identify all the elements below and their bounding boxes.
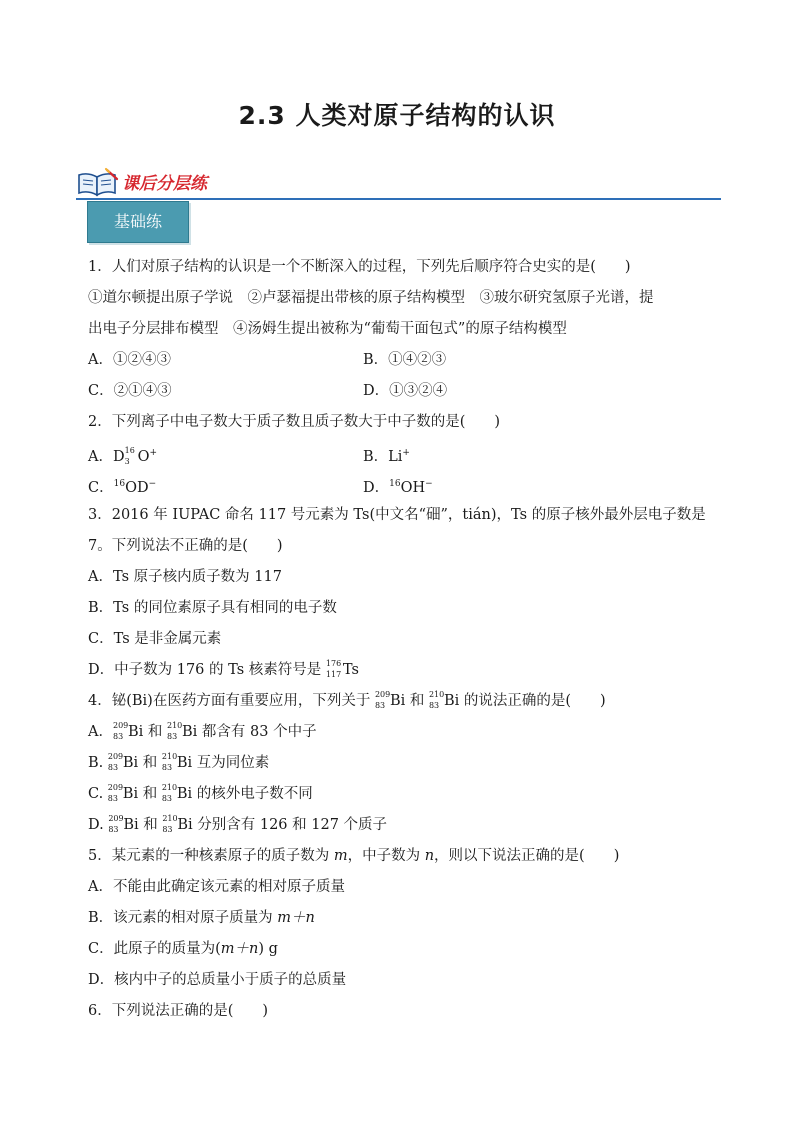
- section-divider: [76, 198, 721, 200]
- book-icon: [76, 167, 120, 199]
- bi209-notation: 209 83: [108, 814, 124, 834]
- q1-statement-line: ①道尔顿提出原子学说 ②卢瑟福提出带核的原子结构模型 ③玻尔研究氢原子光谱，提: [88, 290, 654, 306]
- ts-nuclide-notation: 176 117: [325, 659, 342, 679]
- q1-stem: 1．人们对原子结构的认识是一个不断深入的过程，下列先后顺序符合史实的是( ): [88, 259, 631, 275]
- q3-option-a: A．Ts 原子核内质子数为 117: [88, 569, 282, 585]
- q3-option-b: B．Ts 的同位素原子具有相同的电子数: [88, 600, 337, 616]
- q5-option-b: B．该元素的相对原子质量为 m＋n: [88, 910, 315, 926]
- q4-option-d: D. 209 83 Bi 和 210 83 Bi 分别含有 126 和 127 个质子: [88, 814, 388, 834]
- bi210-notation: 210 83: [162, 814, 178, 834]
- q5-option-a: A．不能由此确定该元素的相对原子质量: [88, 879, 345, 895]
- section-label: 课后分层练: [122, 174, 207, 194]
- q1-statement-line: 出电子分层排布模型 ④汤姆生提出被称为“葡萄干面包式”的原子结构模型: [88, 321, 567, 337]
- q1-option-b: B．①④②③: [363, 352, 447, 368]
- bi210-notation: 210 83: [161, 783, 178, 803]
- q3-stem-cont: 7。下列说法不正确的是( ): [88, 538, 283, 554]
- q2-option-a: A．D 16 3 O+: [88, 445, 158, 466]
- q3-option-d: D．中子数为 176 的 Ts 核素符号是 176 117 Ts: [88, 659, 359, 679]
- section-header: [76, 165, 721, 205]
- q6-stem: 6．下列说法正确的是( ): [88, 1003, 269, 1019]
- q4-stem: 4．铋(Bi)在医药方面有重要应用，下列关于 209 83 Bi 和 210 83 Bi 的说法正确的是( ): [88, 690, 606, 710]
- bi209-notation: 209 83: [374, 690, 391, 710]
- q1-option-a: A．①②④③: [88, 352, 171, 368]
- q3-stem: 3．2016 年 IUPAC 命名 117 号元素为 Ts(中文名“鿬”，tián)，Ts 的原子核外最外层电子数是: [88, 507, 706, 523]
- question-list: [88, 252, 724, 1027]
- q5-option-c: C．此原子的质量为(m＋n) g: [88, 941, 278, 957]
- q2-option-d: D．$^{16}$OH−: [363, 479, 433, 496]
- q3-option-c: C．Ts 是非金属元素: [88, 631, 222, 647]
- bi210-notation: 210 83: [161, 752, 178, 772]
- q1-option-d: D．①③②④: [363, 383, 448, 399]
- level-tag: 基础练: [87, 201, 189, 243]
- q1-option-c: C．②①④③: [88, 383, 172, 399]
- bi210-notation: 210 83: [167, 721, 183, 741]
- q5-stem: 5．某元素的一种核素原子的质子数为 m，中子数为 n，则以下说法正确的是( ): [88, 848, 620, 864]
- q2-option-c: C．$^{16}$OD−: [88, 479, 157, 496]
- bi209-notation: 209 83: [107, 752, 124, 772]
- bi210-notation: 210 83: [428, 690, 445, 710]
- q4-option-b: B. 209 83 Bi 和 210 83 Bi 互为同位素: [88, 752, 270, 772]
- q2-option-b: B．Li+: [363, 448, 410, 465]
- q4-option-c: C. 209 83 Bi 和 210 83 Bi 的核外电子数不同: [88, 783, 313, 803]
- bi209-notation: 209 83: [107, 783, 124, 803]
- bi209-notation: 209 83: [112, 721, 129, 741]
- page-title: 2.3 人类对原子结构的认识: [238, 101, 556, 130]
- q2-a-isotope-notation: 16 3: [124, 445, 135, 466]
- q2-stem: 2．下列离子中电子数大于质子数且质子数大于中子数的是( ): [88, 414, 501, 430]
- q5-option-d: D．核内中子的总质量小于质子的总质量: [88, 972, 347, 988]
- q4-option-a: A． 209 83 Bi 和 210 83 Bi 都含有 83 个中子: [88, 721, 317, 741]
